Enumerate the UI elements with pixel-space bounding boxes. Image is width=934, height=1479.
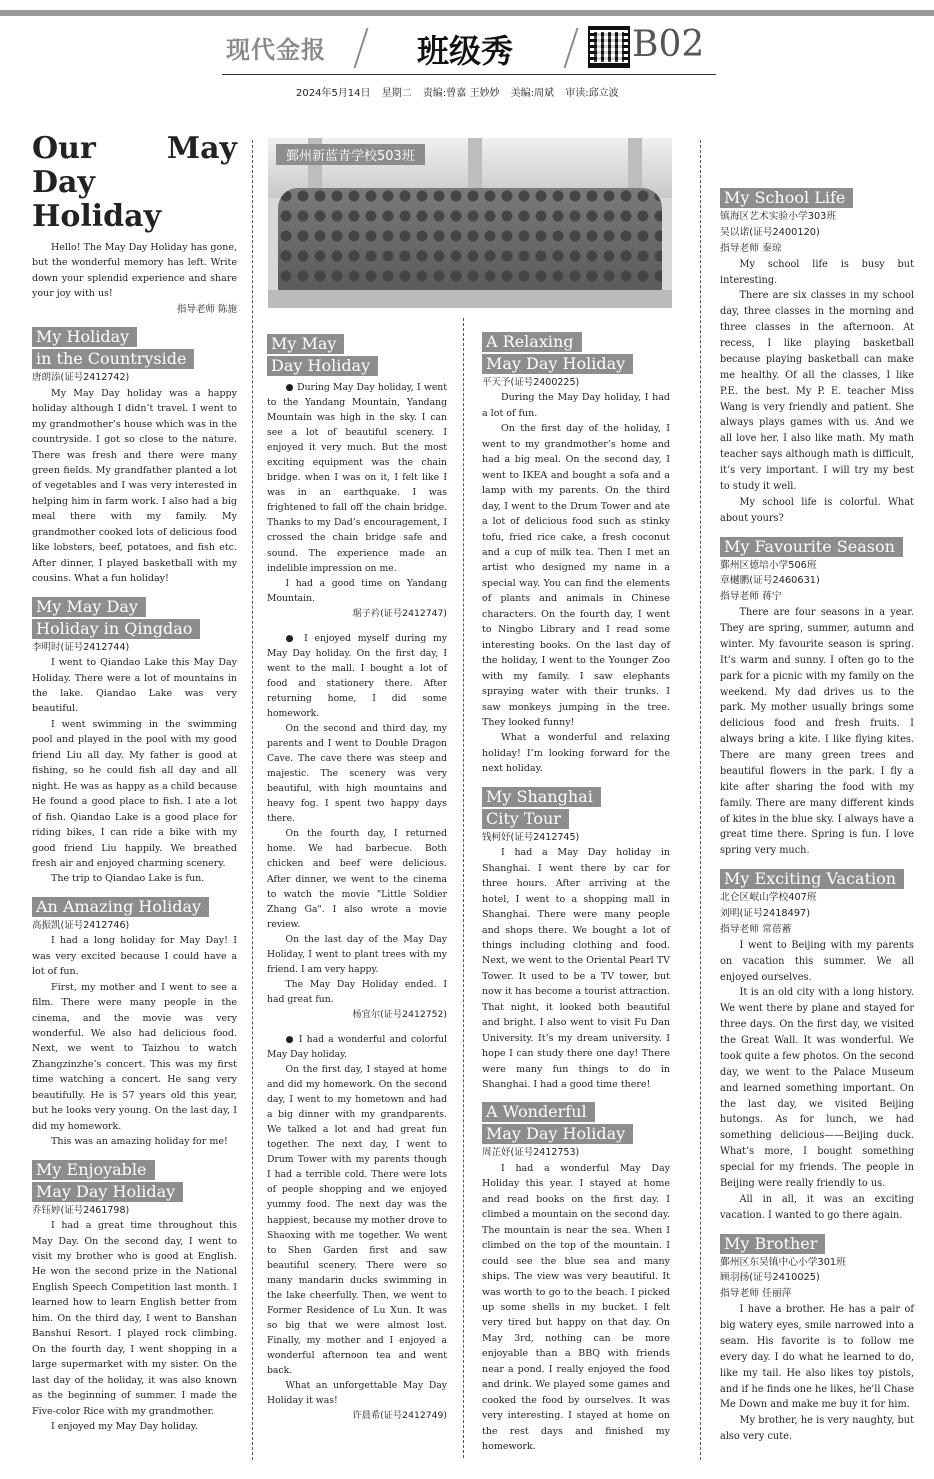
article-heading: My Favourite Season bbox=[720, 537, 903, 557]
author-name: 钱柯妤(证号2412745) bbox=[482, 831, 580, 843]
paragraph: I had a long holiday for May Day! I was very excited because I could have a lot of fun. bbox=[32, 935, 237, 978]
header-meta bbox=[296, 84, 627, 99]
page-number: B02 bbox=[632, 24, 705, 65]
paragraph: The May Day Holiday ended. I had great fun. bbox=[267, 978, 447, 1005]
author-name: 乔钰婷(证号2461798) bbox=[32, 1204, 130, 1216]
article-heading: My Exciting Vacation bbox=[720, 869, 904, 889]
paragraph: On the first day of the holiday, I went to my grandmother’s home and had a big meal. On the second day, I went to IKEA and bought a sofa and a lamp with my parents. On the third day, I went to the Drum Tower and ate a lot of delicious food such as stinky tofu, fried rice cake, a fresh coconut and a cup of milk tea. Then I met an artist who designed my name in a special way. You can find the elements of plants and animals in Chinese characters. On the fourth day, I went to Ningbo Library and I read some interesting books. On the last day of the holiday, I went to the Younger Zoo with my family. I saw elephants spraying water with their trunks. I saw monkeys jumping in the tree. They looked funny! bbox=[482, 423, 670, 728]
teacher-name: 指导老师 秦琼 bbox=[720, 242, 782, 254]
photo-caption: 鄞州新蓝青学校503班 bbox=[276, 144, 425, 165]
article-heading: My Shanghai bbox=[482, 787, 601, 807]
paragraph: My school life is busy but interesting. bbox=[720, 258, 914, 286]
article bbox=[720, 869, 914, 1223]
article bbox=[720, 188, 914, 527]
article-heading: My Holiday bbox=[32, 327, 137, 347]
article bbox=[32, 1160, 237, 1435]
paragraph: What a wonderful and relaxing holiday! I’m looking forward for the next holiday. bbox=[482, 732, 670, 775]
article-entry bbox=[267, 1032, 447, 1423]
article bbox=[32, 897, 237, 1150]
article bbox=[32, 597, 237, 887]
article-entry bbox=[267, 380, 447, 621]
slash-divider bbox=[564, 28, 579, 68]
article-heading: My May Day bbox=[32, 597, 146, 617]
slash-divider bbox=[354, 28, 369, 68]
issue-weekday: 星期二 bbox=[381, 88, 412, 99]
feature-title: Our May Day Holiday bbox=[32, 131, 237, 234]
column-divider bbox=[463, 318, 464, 1458]
paragraph: I had a great time throughout this May Day. On the second day, I went to visit my brother who is good at English. He won the second prize in the National English Speech Competition last month. I learned how to learn English better from him. On the third day, I went to Banshan Banshui Resort. I played rock climbing. On the fourth day, I went shopping in a large supermarket with my sister. On the last day of the holiday, it was also known as the beginning of summer. I made the Five-color Rice with my grandmother. bbox=[32, 1220, 237, 1417]
students-group bbox=[278, 188, 662, 293]
article bbox=[720, 537, 914, 860]
paragraph: My brother, he is very naughty, but also very cute. bbox=[720, 1415, 914, 1443]
paragraph: I have a brother. He has a pair of big watery eyes, smile narrowed into a seam. His favorite is to follow me every day. I do what he learned to do, like my tail. He also likes toy pistols, and if he finds one he likes, he'll Chase Me Down and make me buy it for him. bbox=[720, 1304, 914, 1411]
article-heading: in the Countryside bbox=[32, 349, 194, 369]
article-heading: My May bbox=[267, 334, 344, 354]
author-name: 唐朗添(证号2412742) bbox=[32, 372, 130, 384]
article-heading: Day Holiday bbox=[267, 356, 378, 376]
column-2 bbox=[267, 332, 447, 1423]
author-name: 吴以诺(证号2400120) bbox=[720, 226, 820, 238]
paragraph: It is an old city with a long history. We went there by plane and stayed for three days. On the first day, we visited the Great Wall. It was wonderful. We took quite a few photos. On the second day, we went to the Palace Museum and learned something important. On the last day, we visited Beijing hutongs. As for lunch, we had something delicious——Beijing duck. What’s more, I bought something special for my friends. The people in Beijing were really friendly to us. bbox=[720, 987, 914, 1189]
paragraph: My May Day holiday was a happy holiday although I didn’t travel. I went to my grandmother’s house which was in the countryside. I got so close to the nature. There was fresh and there were many green fields. My grandfather planted a lot of vegetables and I was very interested in helping him in farm work. I also had a big meal there with my family. My grandmother cooked lots of delicious food like lobsters, beef, potatoes, and fish etc. After dinner, I played basketball with my cousins. What a fun holiday! bbox=[32, 387, 237, 585]
teacher-name: 指导老师 任丽萍 bbox=[720, 1288, 792, 1300]
author-sign: 琚子衿(证号2412747) bbox=[352, 607, 447, 619]
article-heading: My Brother bbox=[720, 1234, 825, 1254]
paragraph: First, my mother and I went to see a film. There were many people in the cinema, and the movie was very wonderful. We also had delicious food. Next, we went to Taizhou to watch Zhangzinzhe’s concert. This was my first time watching a concert. He sang very beautifully. He is 57 years old this year, but he looks very young. On the last day, I did my homework. bbox=[32, 981, 237, 1132]
column-divider bbox=[252, 140, 253, 1460]
paragraph: During the May Day holiday, I had a lot of fun. bbox=[482, 392, 670, 419]
teacher-name: 指导老师 蒋宁 bbox=[720, 591, 782, 603]
paragraph: I enjoyed my May Day holiday. bbox=[51, 1421, 198, 1432]
school-name: 鄞州区德培小学506班 bbox=[720, 559, 817, 571]
article-heading: May Day Holiday bbox=[32, 1182, 183, 1202]
article-heading: A Relaxing bbox=[482, 332, 582, 352]
paragraph: There are four seasons in a year. They are spring, summer, autumn and winter. My favourite season is spring. It’s warm and sunny. I often go to the park for a picnic with my family on the weekend. My dad drives us to the park. My mother usually brings some delicious food and fresh fruits. I always bring a kite. I like flying kites. There are many green trees and beautiful flowers in the park. I fly a kite after sharing the food with my family. There are many different kinds of kites in the blue sky. I always have a great time there. Spring is fun. I love spring very much. bbox=[720, 607, 914, 857]
article-heading: My Enjoyable bbox=[32, 1160, 155, 1180]
issue-date: 2024年5月14日 bbox=[296, 88, 371, 99]
class-photo bbox=[268, 138, 672, 308]
article bbox=[482, 332, 670, 777]
article-heading: My School Life bbox=[720, 188, 853, 208]
article bbox=[32, 327, 237, 586]
school-name: 鄞州区东吴镇中心小学301班 bbox=[720, 1256, 846, 1268]
column-divider bbox=[700, 140, 701, 1460]
column-4 bbox=[720, 178, 914, 1445]
paragraph: ● I had a wonderful and colorful May Day holiday. bbox=[267, 1033, 447, 1061]
art-editor: 美编:周斌 bbox=[510, 88, 555, 99]
paragraph: I went to Qiandao Lake this May Day Holiday. There were a lot of mountains in the lake. Qiandao Lake was very beautiful. bbox=[32, 657, 237, 715]
paragraph: ● During May Day holiday, I went to the Yandang Mountain, Yandang Mountain was high in the sky. I can see a lot of beautiful scenery. I enjoyed it very much. But the most exciting equipment was the chain bridge. when I was on it, I felt like I was in an earthquake. I was frightened to fall off the chain bridge. Thanks to my Dad’s encouragement, I crossed the chain bridge safe and sound. The experience made an indelible impression on me. bbox=[267, 382, 447, 574]
paragraph: All in all, it was an exciting vacation. I wanted to go there again. bbox=[720, 1193, 914, 1221]
paragraph: I went swimming in the swimming pool and played in the pool with my good friend Liu all day. My father is good at fishing, so he could fish all day and all night. He was as happy as a child because He found a good place to fish. I ate a lot of fish. Qiandao Lake is a good place for riding bikes, I can ride a bike with my good friend Liu happily. We breathed fresh air and enjoyed charming scenery. bbox=[32, 718, 237, 869]
author-name: 刘明(证号2418497) bbox=[720, 908, 811, 919]
paragraph: I went to Beijing with my parents on vacation this summer. We all enjoyed ourselves. bbox=[720, 939, 914, 983]
newspaper-brand: 现代金报 bbox=[226, 36, 326, 64]
author-sign: 许晨希(证号2412749) bbox=[352, 1410, 447, 1422]
header-rule bbox=[222, 74, 716, 75]
section-title: 班级秀 bbox=[417, 32, 514, 70]
article-heading: May Day Holiday bbox=[482, 354, 633, 374]
teacher-name: 指导老师 常蓓蓄 bbox=[720, 923, 792, 935]
paragraph: ● I enjoyed myself during my May Day holiday. On the first day, I went to the mall. I bought a lot of food and stationery there. After returning home, I did some homework. bbox=[267, 632, 447, 719]
author-name: 周芷妤(证号2412753) bbox=[482, 1147, 580, 1159]
paragraph: On the first day, I stayed at home and did my homework. On the second day, I went to my hometown and had a big dinner with my grandparents. We talked a lot and had great fun together. The next day, I went to Drum Tower with my parents though I had a terrible cold. There were lots of people shopping and we enjoyed yummy food. The next day was the happiest, because my mother drove to Shaoxing with me together. We went to Shen Garden first and saw beautiful scenery. There were so many mandarin ducks swimming in the lake cheerfully. Then, we went to Former Residence of Lu Xun. It was so big that we were almost lost. Finally, my mother and I enjoyed a wonderful afternoon tea and went back. bbox=[267, 1064, 447, 1376]
article bbox=[720, 1234, 914, 1446]
article-heading: May Day Holiday bbox=[482, 1124, 633, 1144]
column-3 bbox=[482, 322, 670, 1455]
top-rule bbox=[0, 10, 934, 16]
proofreader: 审读:邱立波 bbox=[565, 88, 619, 99]
paragraph: This was an amazing holiday for me! bbox=[51, 1136, 228, 1148]
school-name: 镇海区艺术实验小学303班 bbox=[720, 211, 837, 222]
article-entry bbox=[267, 631, 447, 1022]
paragraph: I had a good time on Yandang Mountain. bbox=[267, 577, 447, 604]
article-heading: City Tour bbox=[482, 809, 569, 829]
column-1 bbox=[32, 132, 237, 1434]
qr-code-icon bbox=[588, 26, 630, 68]
author-name: 顾羽扬(证号2410025) bbox=[720, 1272, 820, 1284]
paragraph: On the last day of the May Day Holiday, I went to plant trees with my friend. I am very happy. bbox=[267, 933, 447, 975]
paragraph: There are six classes in my school day, three classes in the morning and three classes in the afternoon. At recess, I like playing basketball because playing basketball can make me healthy. Of all the classes, I like P.E. the best. My P. E. teacher Miss Wang is very friendly and patient. She always plays games with us. And we all love her. I also like math. My math teacher says although math is difficult, it’s very important. I will try my best to study it well. bbox=[720, 290, 914, 492]
article bbox=[482, 1102, 670, 1454]
paragraph: On the fourth day, I returned home. We had barbecue. Both chicken and beef were delicious. After dinner, we went to the cinema to watch the movie "Little Soldier Zhang Ga". I also wrote a movie review. bbox=[267, 828, 447, 930]
paragraph: I had a May Day holiday in Shanghai. I went there by car for three hours. After arriving at the hotel, I went to a shopping mall in Shanghai. There were many people and shops there. We bought a lot of things including clothing and food. Next, we went to the Oriental Pearl TV Tower. It used to be a TV tower, but now it has become a tourist attraction. That night, it looked both beautiful and bright. I also went to visit Fu Dan University. It’s my dream university. I hope I can study there one day! There were many fun things to do in Shanghai. I had a good time there! bbox=[482, 847, 670, 1091]
author-name: 高振凯(证号2412746) bbox=[32, 919, 130, 931]
school-name: 北仑区岷山学校407班 bbox=[720, 892, 817, 904]
paragraph: What an unforgettable May Day Holiday it was! bbox=[267, 1380, 447, 1407]
author-sign: 杨宜尔(证号2412752) bbox=[352, 1008, 447, 1020]
paragraph: My school life is colorful. What about yours? bbox=[720, 496, 914, 524]
article-heading: Holiday in Qingdao bbox=[32, 619, 200, 639]
author-name: 李明时(证号2412744) bbox=[32, 641, 130, 653]
paragraph: On the second and third day, my parents and I went to Double Dragon Cave. The cave there was steep and majestic. The scenery was very beautiful, with high mountains and heavy fog. I spent two happy days there. bbox=[267, 723, 447, 825]
article-heading: An Amazing Holiday bbox=[32, 897, 209, 917]
editor: 责编:曾嘉 王妙妙 bbox=[422, 88, 500, 99]
author-name: 平天予(证号2400225) bbox=[482, 377, 580, 388]
author-name: 章樾鹏(证号2460631) bbox=[720, 575, 820, 587]
article-heading: A Wonderful bbox=[482, 1102, 595, 1122]
intro-teacher: 指导老师 陈施 bbox=[176, 303, 237, 315]
paragraph: The trip to Qiandao Lake is fun. bbox=[51, 873, 205, 885]
article bbox=[482, 787, 670, 1093]
intro-text: Hello! The May Day Holiday has gone, but the wonderful memory has left. Write down your splendid experience and share your joy with us! bbox=[32, 242, 237, 300]
paragraph: I had a wonderful May Day Holiday this year. I stayed at home and read books on the first day. I climbed a mountain on the second day. The mountain is near the sea. When I climbed on the top of the mountain. I could see the blue sea and many ships. The view was very beautiful. It was worth to go to the beach. I picked up some shells in my bucket. I felt very tired but happy on that day. On May 3rd, nothing can be more enjoyable than a BBQ with friends near a pond. I really enjoyed the food and drink. We played some games and cooked the food by ourselves. It was very interesting. I stayed at home on the rest days and finished my homework. bbox=[482, 1162, 670, 1453]
